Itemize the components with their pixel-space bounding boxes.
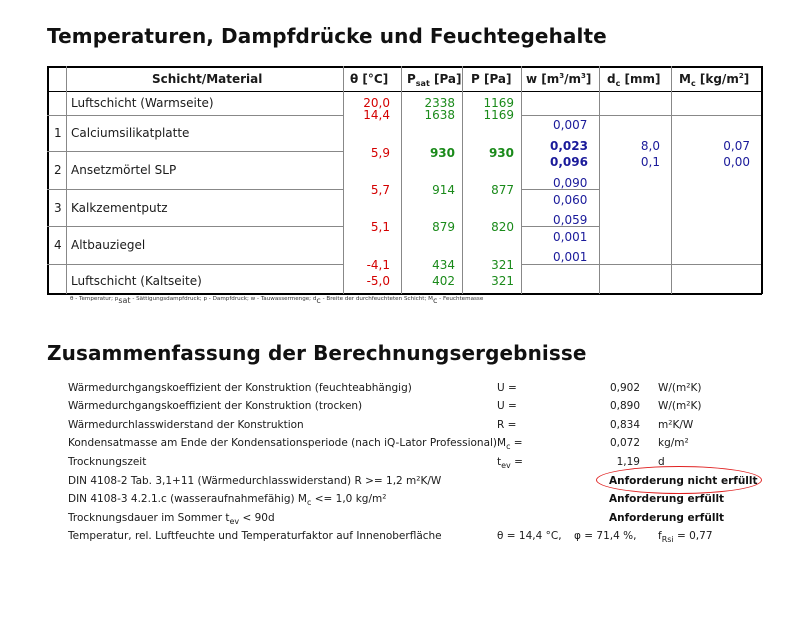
theta-value: 5,1 (370, 220, 390, 234)
temperature-factor: $f_{Rsi} = 0,77$ (658, 530, 713, 544)
summary-label: DIN 4108-3 4.2.1.c (wasseraufnahmefähig) $M_c <= 1,0$ kg/m² (68, 493, 387, 507)
dc-value: 8,0 (640, 139, 660, 153)
row-nr-3: 3 (54, 201, 62, 215)
p-value: 321 (491, 258, 514, 272)
psat-value: 930 (429, 146, 455, 160)
header-w: w $[m^3/m^3]$ (526, 72, 592, 86)
psat-value: 879 (432, 220, 455, 234)
header-p: P [Pa] (471, 72, 512, 86)
row-label-4: Altbauziegel (71, 238, 146, 252)
row-label-2: Ansetzmörtel SLP (71, 163, 177, 177)
w-value: 0,096 (550, 155, 588, 169)
summary-title: Zusammenfassung der Berechnungsergebnisse (47, 341, 587, 365)
p-value: 820 (491, 220, 514, 234)
row-label-1: Calciumsilikatplatte (71, 126, 190, 140)
row-nr-1: 1 (54, 126, 62, 140)
summary-symbol: $t_{ev}$ = (497, 456, 523, 470)
theta-value: -5,0 (366, 274, 390, 288)
theta-value: 20,0 (363, 96, 390, 110)
w-value: 0,090 (553, 176, 588, 190)
header-schicht: Schicht/Material (152, 72, 263, 86)
w-value: 0,001 (553, 250, 588, 264)
header-theta: θ [°C] (350, 72, 389, 86)
summary-label: Temperatur, rel. Luftfeuchte und Temperaturfaktor auf Innenoberfläche (68, 530, 442, 542)
psat-value: 402 (432, 274, 455, 288)
summary-label: DIN 4108-2 Tab. 3,1+11 (Wärmedurchlasswiderstand) R >= 1,2 m²K/W (68, 475, 442, 487)
mc-value: 0,00 (723, 155, 750, 169)
mc-value: 0,07 (723, 139, 750, 153)
summary-unit: kg/m² (658, 437, 689, 449)
w-value: 0,059 (553, 213, 588, 227)
p-value: 877 (491, 183, 514, 197)
summary-value: 0,890 (609, 400, 640, 412)
row-label-3: Kalkzementputz (71, 201, 168, 215)
summary-label: Kondensatmasse am Ende der Kondensationsperiode (nach iQ-Lator Professional) (68, 437, 498, 449)
summary-symbol: U = (497, 382, 517, 394)
row-nr-2: 2 (54, 163, 62, 177)
summary-value: 1,19 (616, 456, 640, 468)
summary-label: Trocknungszeit (68, 456, 147, 468)
summary-label: Wärmedurchlasswiderstand der Konstruktion (68, 419, 304, 431)
summary-value: 0,902 (609, 382, 640, 394)
p-value: 930 (488, 146, 514, 160)
w-value: 0,001 (553, 230, 588, 244)
dc-value: 0,1 (640, 155, 660, 169)
theta-value: -4,1 (366, 258, 390, 272)
w-value: 0,023 (550, 139, 588, 153)
highlight-ellipse (596, 466, 762, 494)
theta-value: 5,7 (370, 183, 390, 197)
summary-unit: W/(m²K) (658, 400, 702, 412)
p-value: 321 (491, 274, 514, 288)
psat-value: 434 (432, 258, 455, 272)
p-value: 1169 (483, 96, 514, 110)
summary-unit: W/(m²K) (658, 382, 702, 394)
row-label-kalt: Luftschicht (Kaltseite) (71, 274, 202, 288)
page-title: Temperaturen, Dampfdrücke und Feuchtegehalte (47, 24, 607, 48)
summary-label: Wärmedurchgangskoeffizient der Konstruktion (trocken) (68, 400, 363, 412)
theta-value: 14,4 (363, 108, 390, 122)
row-label-warm: Luftschicht (Warmseite) (71, 96, 214, 110)
header-mc: $M_c$ $[kg/m^2]$ (679, 72, 750, 88)
summary-symbol: $M_c$ = (497, 437, 523, 451)
summary-unit: m²K/W (658, 419, 694, 431)
header-psat: $P_{sat}$ [Pa] (407, 72, 462, 88)
psat-value: 2338 (424, 96, 455, 110)
summary-value: 0,834 (609, 419, 640, 431)
w-value: 0,007 (553, 118, 588, 132)
requirement-result: Anforderung nicht erfüllt (609, 475, 758, 487)
summary-symbol: U = (497, 400, 517, 412)
surface-temperature: θ = 14,4 °C, (497, 530, 562, 542)
p-value: 1169 (483, 108, 514, 122)
requirement-result: Anforderung erfüllt (609, 512, 725, 524)
summary-label: Trocknungsdauer im Sommer $t_{ev} < 90d$ (68, 512, 275, 526)
summary-symbol: R = (497, 419, 517, 431)
summary-value: 0,072 (609, 437, 640, 449)
summary-label: Wärmedurchgangskoeffizient der Konstruktion (feuchteabhängig) (68, 382, 412, 394)
surface-humidity: φ = 71,4 %, (574, 530, 637, 542)
w-value: 0,060 (553, 193, 588, 207)
psat-value: 1638 (424, 108, 455, 122)
psat-value: 914 (432, 183, 455, 197)
theta-value: 5,9 (370, 146, 390, 160)
header-dc: $d_c$ [mm] (607, 72, 661, 88)
summary-unit: d (658, 456, 665, 468)
table-legend: θ - Temperatur; $p_{sat}$ - Sättigungsdampfdruck; p - Dampfdruck; w - Tauwassermenge; $d_c$ - Breite der durchfeuchteten Schicht; $M_c$ - Feuchtemasse (70, 296, 484, 305)
row-nr-4: 4 (54, 238, 62, 252)
requirement-result: Anforderung erfüllt (609, 493, 725, 505)
